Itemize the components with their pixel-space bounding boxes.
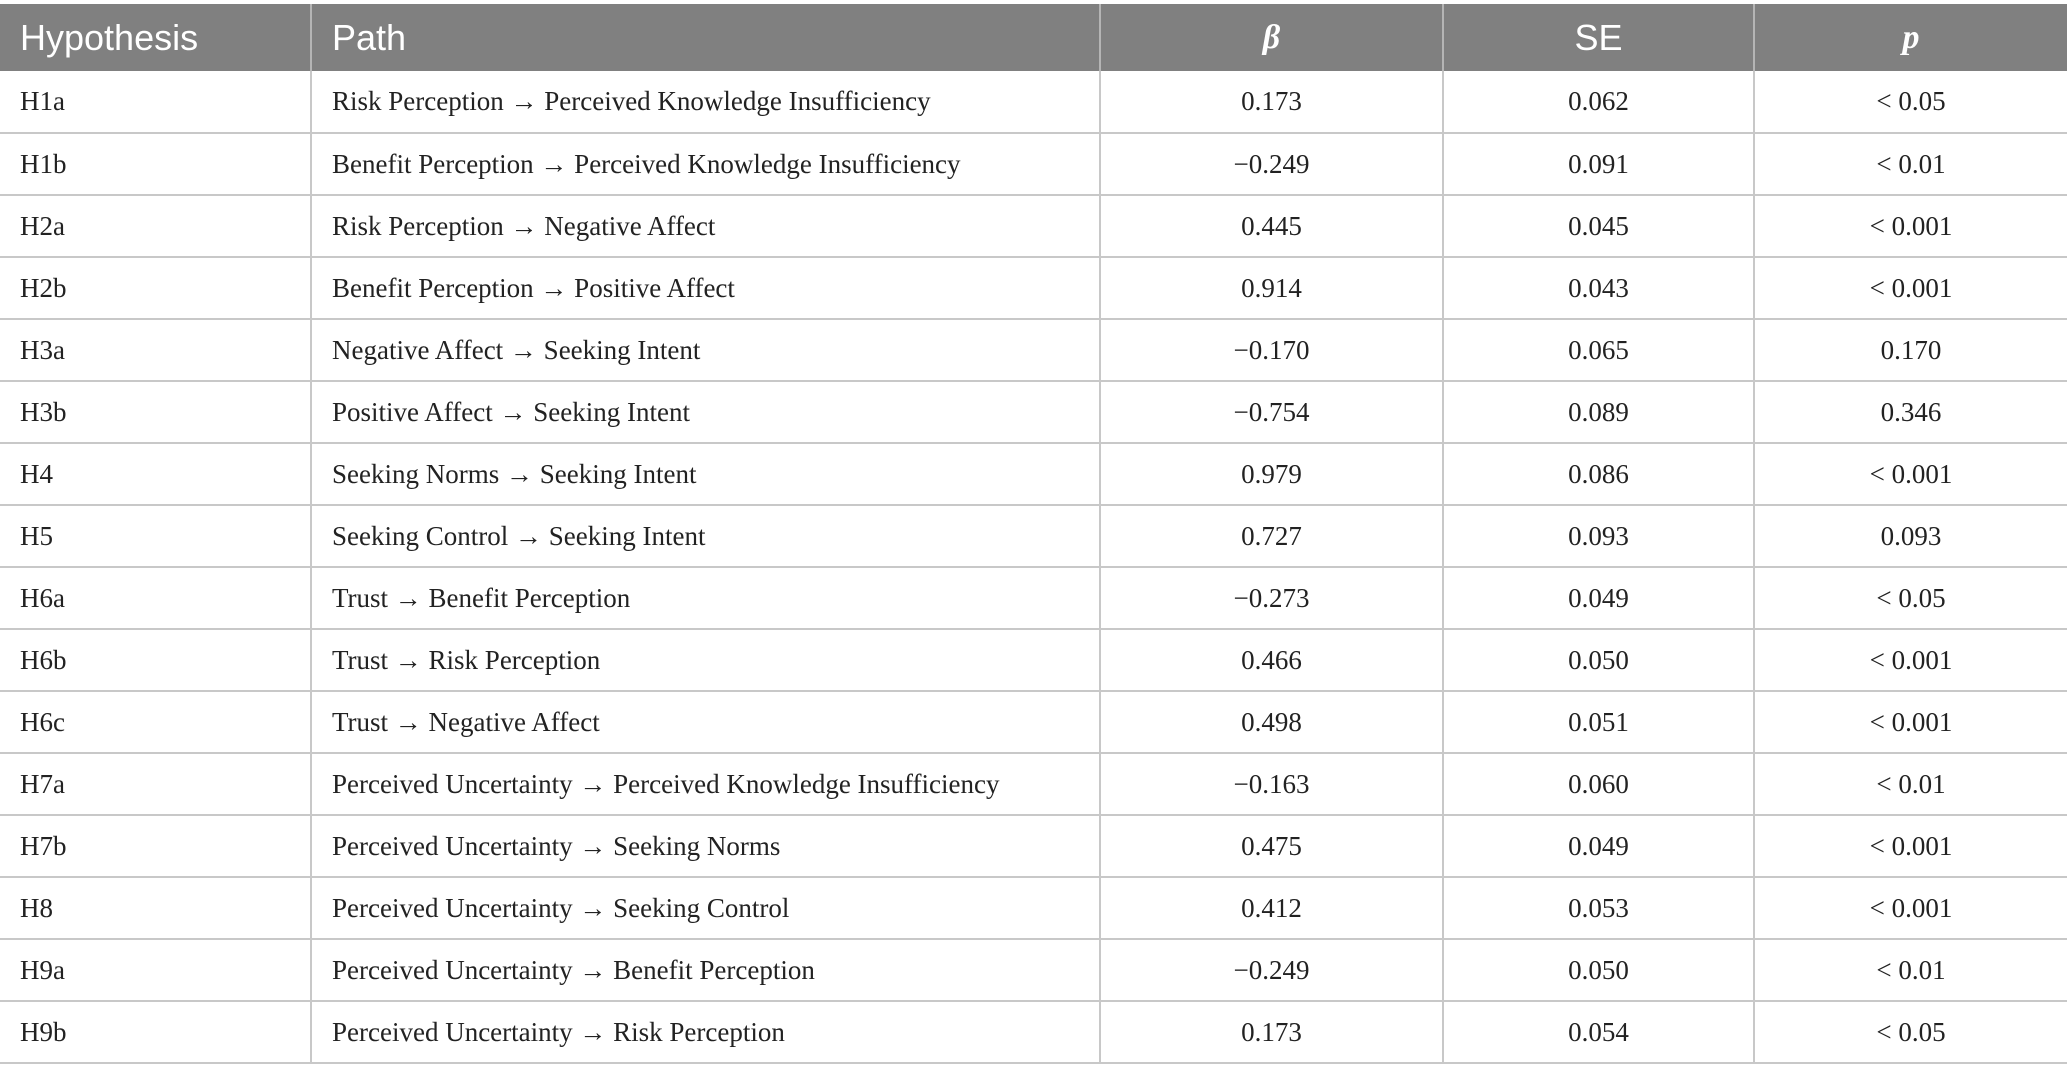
table-header xyxy=(0,4,2067,71)
table-row xyxy=(0,381,2067,443)
cell-path: Benefit Perception → Positive Affect xyxy=(311,257,1100,319)
cell-p: < 0.01 xyxy=(1754,753,2067,815)
cell-hypothesis: H6c xyxy=(0,691,311,753)
cell-se: 0.043 xyxy=(1443,257,1754,319)
cell-beta: 0.173 xyxy=(1100,1001,1443,1063)
cell-path: Risk Perception → Negative Affect xyxy=(311,195,1100,257)
cell-hypothesis: H8 xyxy=(0,877,311,939)
cell-hypothesis: H2a xyxy=(0,195,311,257)
table-row xyxy=(0,195,2067,257)
cell-path: Perceived Uncertainty → Seeking Control xyxy=(311,877,1100,939)
table-row xyxy=(0,257,2067,319)
cell-se: 0.054 xyxy=(1443,1001,1754,1063)
cell-se: 0.050 xyxy=(1443,629,1754,691)
cell-beta: 0.412 xyxy=(1100,877,1443,939)
cell-se: 0.060 xyxy=(1443,753,1754,815)
cell-beta: 0.466 xyxy=(1100,629,1443,691)
cell-path: Trust → Negative Affect xyxy=(311,691,1100,753)
table-row xyxy=(0,939,2067,1001)
cell-p: < 0.001 xyxy=(1754,443,2067,505)
cell-se: 0.091 xyxy=(1443,133,1754,195)
results-table-container xyxy=(0,4,2067,1064)
cell-path: Trust → Benefit Perception xyxy=(311,567,1100,629)
table-row xyxy=(0,1001,2067,1063)
cell-beta: 0.173 xyxy=(1100,71,1443,133)
cell-se: 0.062 xyxy=(1443,71,1754,133)
table-row xyxy=(0,877,2067,939)
cell-path: Risk Perception → Perceived Knowledge Insufficiency xyxy=(311,71,1100,133)
cell-se: 0.053 xyxy=(1443,877,1754,939)
cell-beta: −0.163 xyxy=(1100,753,1443,815)
cell-hypothesis: H1a xyxy=(0,71,311,133)
cell-hypothesis: H1b xyxy=(0,133,311,195)
cell-beta: 0.445 xyxy=(1100,195,1443,257)
cell-hypothesis: H3b xyxy=(0,381,311,443)
cell-path: Perceived Uncertainty → Seeking Norms xyxy=(311,815,1100,877)
table-row xyxy=(0,133,2067,195)
table-row xyxy=(0,443,2067,505)
header-se: SE xyxy=(1443,4,1754,71)
cell-p: < 0.01 xyxy=(1754,939,2067,1001)
cell-hypothesis: H7a xyxy=(0,753,311,815)
cell-p: < 0.05 xyxy=(1754,71,2067,133)
cell-path: Seeking Norms → Seeking Intent xyxy=(311,443,1100,505)
header-beta: β xyxy=(1100,4,1443,71)
cell-path: Benefit Perception → Perceived Knowledge Insufficiency xyxy=(311,133,1100,195)
cell-p: < 0.001 xyxy=(1754,815,2067,877)
cell-beta: −0.170 xyxy=(1100,319,1443,381)
cell-p: < 0.001 xyxy=(1754,691,2067,753)
table-row xyxy=(0,629,2067,691)
table-row xyxy=(0,71,2067,133)
cell-path: Positive Affect → Seeking Intent xyxy=(311,381,1100,443)
header-path: Path xyxy=(311,4,1100,71)
table-row xyxy=(0,815,2067,877)
cell-beta: 0.727 xyxy=(1100,505,1443,567)
cell-se: 0.050 xyxy=(1443,939,1754,1001)
hypothesis-results-table xyxy=(0,4,2067,1064)
cell-hypothesis: H5 xyxy=(0,505,311,567)
cell-se: 0.093 xyxy=(1443,505,1754,567)
cell-hypothesis: H9b xyxy=(0,1001,311,1063)
table-body xyxy=(0,71,2067,1063)
cell-path: Perceived Uncertainty → Risk Perception xyxy=(311,1001,1100,1063)
cell-p: < 0.001 xyxy=(1754,877,2067,939)
cell-se: 0.049 xyxy=(1443,567,1754,629)
cell-beta: 0.475 xyxy=(1100,815,1443,877)
cell-beta: −0.273 xyxy=(1100,567,1443,629)
cell-hypothesis: H2b xyxy=(0,257,311,319)
cell-p: < 0.01 xyxy=(1754,133,2067,195)
cell-se: 0.049 xyxy=(1443,815,1754,877)
table-row xyxy=(0,567,2067,629)
cell-path: Seeking Control → Seeking Intent xyxy=(311,505,1100,567)
cell-se: 0.086 xyxy=(1443,443,1754,505)
cell-beta: −0.249 xyxy=(1100,133,1443,195)
header-hypothesis: Hypothesis xyxy=(0,4,311,71)
table-row xyxy=(0,319,2067,381)
cell-hypothesis: H7b xyxy=(0,815,311,877)
cell-path: Perceived Uncertainty → Perceived Knowledge Insufficiency xyxy=(311,753,1100,815)
cell-p: < 0.001 xyxy=(1754,257,2067,319)
cell-hypothesis: H6a xyxy=(0,567,311,629)
cell-p: < 0.001 xyxy=(1754,195,2067,257)
cell-hypothesis: H4 xyxy=(0,443,311,505)
cell-beta: 0.979 xyxy=(1100,443,1443,505)
header-row xyxy=(0,4,2067,71)
cell-path: Perceived Uncertainty → Benefit Perception xyxy=(311,939,1100,1001)
cell-hypothesis: H3a xyxy=(0,319,311,381)
cell-path: Trust → Risk Perception xyxy=(311,629,1100,691)
cell-se: 0.045 xyxy=(1443,195,1754,257)
cell-p: < 0.05 xyxy=(1754,567,2067,629)
cell-hypothesis: H9a xyxy=(0,939,311,1001)
cell-se: 0.051 xyxy=(1443,691,1754,753)
cell-beta: −0.754 xyxy=(1100,381,1443,443)
cell-path: Negative Affect → Seeking Intent xyxy=(311,319,1100,381)
cell-p: < 0.001 xyxy=(1754,629,2067,691)
cell-p: 0.170 xyxy=(1754,319,2067,381)
table-row xyxy=(0,753,2067,815)
cell-se: 0.065 xyxy=(1443,319,1754,381)
header-p: p xyxy=(1754,4,2067,71)
cell-beta: 0.914 xyxy=(1100,257,1443,319)
cell-p: < 0.05 xyxy=(1754,1001,2067,1063)
cell-beta: −0.249 xyxy=(1100,939,1443,1001)
cell-p: 0.346 xyxy=(1754,381,2067,443)
cell-p: 0.093 xyxy=(1754,505,2067,567)
cell-beta: 0.498 xyxy=(1100,691,1443,753)
table-row xyxy=(0,505,2067,567)
table-row xyxy=(0,691,2067,753)
cell-hypothesis: H6b xyxy=(0,629,311,691)
cell-se: 0.089 xyxy=(1443,381,1754,443)
